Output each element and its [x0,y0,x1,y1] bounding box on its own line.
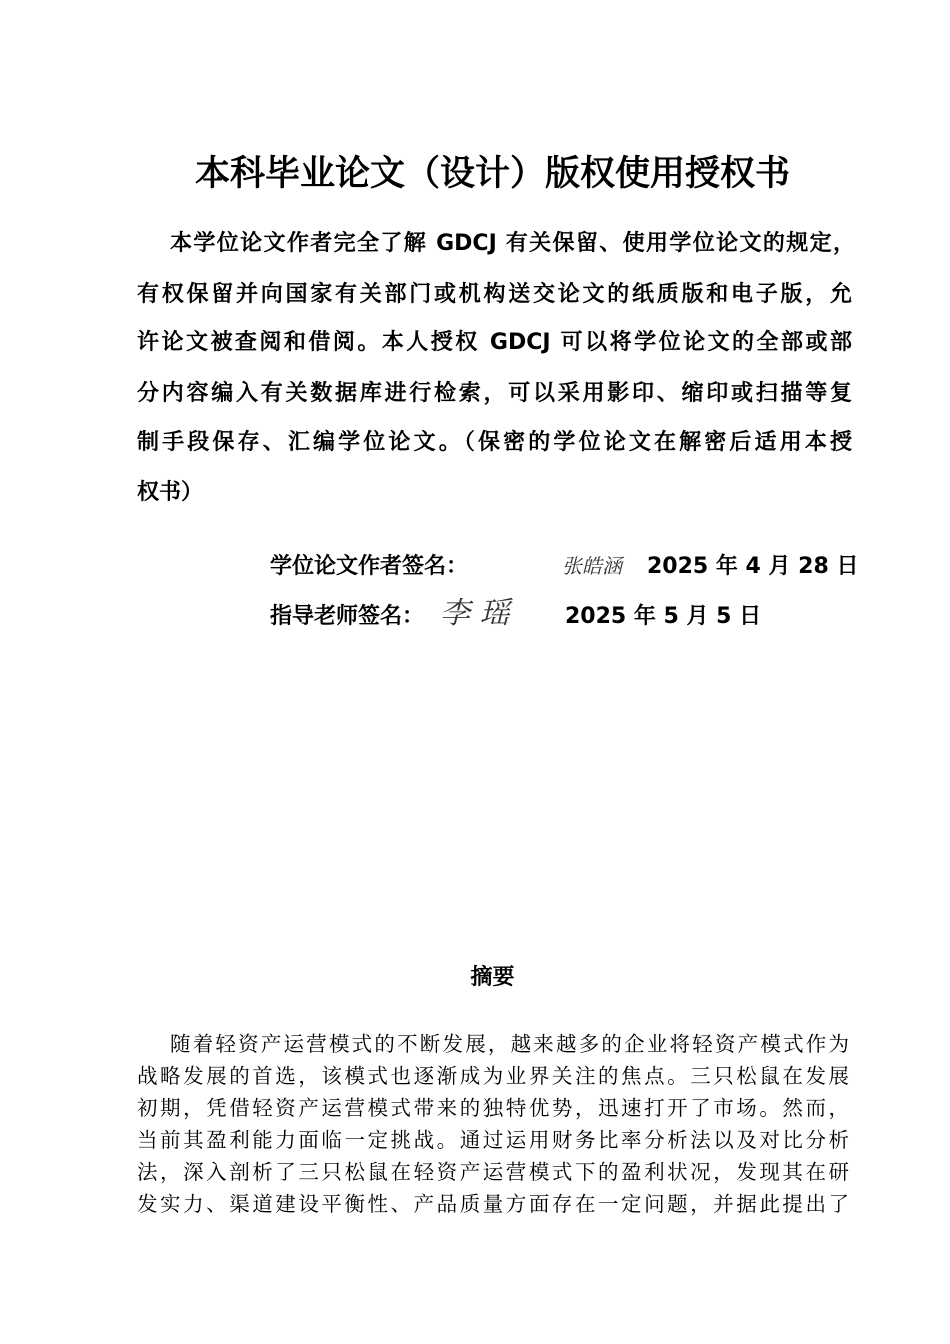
author-signature-label: 学位论文作者签名： [270,554,469,579]
abstract-line: 法，深入剖析了三只松鼠在轻资产运营模式下的盈利状况，发现其在研 [137,1160,849,1184]
author-signature: 张皓涵 [562,554,622,578]
authorization-line: 有权保留并向国家有关部门或机构送交论文的纸质版和电子版，允 [137,282,852,307]
authorization-line: 本学位论文作者完全了解 GDCJ 有关保留、使用学位论文的规定， [170,231,855,256]
page-title: 本科毕业论文（设计）版权使用授权书 [194,154,790,194]
abstract-line: 当前其盈利能力面临一定挑战。通过运用财务比率分析法以及对比分析 [137,1128,849,1152]
authorization-line: 许论文被查阅和借阅。本人授权 GDCJ 可以将学位论文的全部或部 [137,330,852,355]
advisor-signature-label: 指导老师签名： [270,604,425,629]
author-sign-date: 2025 年 4 月 28 日 [647,554,859,579]
authorization-line: 分内容编入有关数据库进行检索，可以采用影印、缩印或扫描等复 [137,381,852,406]
authorization-line: 权书） [137,480,204,505]
advisor-signature: 李 瑶 [440,596,510,631]
abstract-line: 随着轻资产运营模式的不断发展，越来越多的企业将轻资产模式作为 [170,1032,849,1056]
abstract-title: 摘要 [470,965,515,990]
abstract-line: 战略发展的首选，该模式也逐渐成为业界关注的焦点。三只松鼠在发展 [137,1064,849,1088]
advisor-sign-date: 2025 年 5 月 5 日 [565,604,762,629]
abstract-line: 发实力、渠道建设平衡性、产品质量方面存在一定问题，并据此提出了 [137,1192,849,1216]
abstract-line: 初期，凭借轻资产运营模式带来的独特优势，迅速打开了市场。然而， [137,1096,849,1120]
authorization-line: 制手段保存、汇编学位论文。（保密的学位论文在解密后适用本授 [137,430,852,455]
